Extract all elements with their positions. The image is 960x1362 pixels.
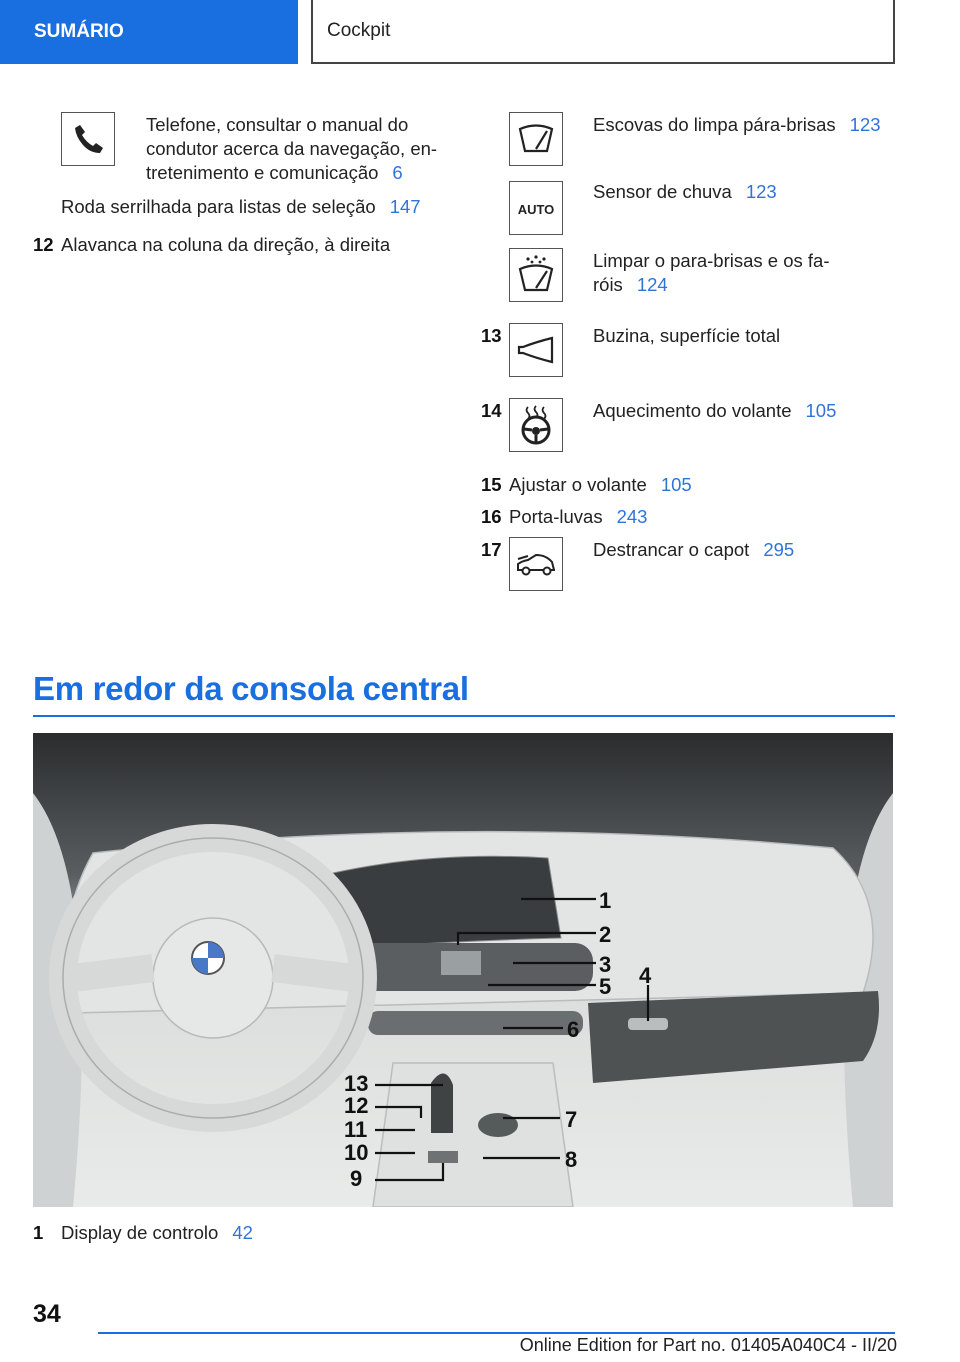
thumbwheel-page-link[interactable]: 147 — [389, 196, 421, 217]
auto-icon-label: AUTO — [517, 202, 555, 217]
item-12-number: 12 — [33, 234, 54, 255]
callout-12: 12 — [344, 1093, 369, 1118]
callout-13: 13 — [344, 1071, 369, 1096]
item-15-number: 15 — [481, 474, 502, 495]
thumbwheel-text — [61, 195, 421, 219]
item-13-number: 13 — [481, 325, 502, 346]
rain-sensor-text — [593, 180, 777, 204]
page-number: 34 — [33, 1300, 61, 1328]
legend-item-1-text — [61, 1221, 253, 1245]
item-14-label: Aquecimento do volante — [593, 400, 792, 421]
item-14-page-link[interactable]: 105 — [805, 400, 837, 421]
wash-page-link[interactable]: 124 — [636, 274, 668, 295]
item-17-text — [593, 538, 794, 562]
steering-heat-icon-box — [509, 398, 563, 452]
callout-3: 3 — [599, 952, 612, 977]
wiper-icon — [514, 117, 558, 161]
wash-label-line2: róis — [593, 274, 623, 295]
phone-text-line3-label: tretenimento e comunicação — [146, 162, 379, 183]
callout-9: 9 — [350, 1166, 363, 1191]
auto-icon-box — [509, 181, 563, 235]
section-title-rule — [33, 715, 895, 717]
washer-icon-box — [509, 248, 563, 302]
phone-icon — [66, 117, 110, 161]
phone-text-line1: Telefone, consultar o manual do — [146, 114, 409, 135]
phone-text-line3 — [146, 161, 403, 185]
item-12-text: Alavanca na coluna da direção, à direita — [61, 234, 391, 255]
callout-4: 4 — [639, 963, 652, 988]
tab-sumario[interactable]: SUMÁRIO — [0, 0, 298, 64]
wipers-text — [593, 113, 881, 137]
item-16-number: 16 — [481, 506, 502, 527]
item-15-label: Ajustar o volante — [509, 474, 647, 495]
phone-icon-box — [61, 112, 115, 166]
item-13-text: Buzina, superfície total — [593, 325, 781, 346]
section-title: Em redor da consola central — [33, 670, 469, 707]
item-17-page-link[interactable]: 295 — [763, 539, 795, 560]
callout-5: 5 — [599, 974, 612, 999]
rain-sensor-label: Sensor de chuva — [593, 181, 732, 202]
callout-8: 8 — [565, 1147, 578, 1172]
item-15-text — [509, 473, 692, 497]
item-17-label: Destrancar o capot — [593, 539, 750, 560]
item-14-text — [593, 399, 836, 423]
wipers-page-link[interactable]: 123 — [849, 114, 881, 135]
wash-text-line1: Limpar o para-brisas e os fa- — [593, 250, 830, 271]
legend-item-1-page-link[interactable]: 42 — [232, 1222, 253, 1243]
wipers-label: Escovas do limpa pára-brisas — [593, 114, 836, 135]
callout-6: 6 — [567, 1017, 580, 1042]
auto-icon — [514, 186, 558, 230]
car-hood-icon-box — [509, 537, 563, 591]
wash-text-line2 — [593, 273, 668, 297]
phone-text-line2: condutor acerca da navegação, en- — [146, 138, 438, 159]
callout-7: 7 — [565, 1107, 578, 1132]
center-console-photo — [33, 733, 893, 1207]
steering-heat-icon — [514, 403, 558, 447]
footer-rule — [98, 1332, 895, 1334]
washer-icon — [514, 253, 558, 297]
thumbwheel-label: Roda serrilhada para listas de seleção — [61, 196, 376, 217]
footer-edition: Online Edition for Part no. 01405A040C4 - II/20 — [519, 1335, 897, 1355]
legend-item-1-label: Display de controlo — [61, 1222, 219, 1243]
callout-11: 11 — [344, 1117, 368, 1142]
item-16-page-link[interactable]: 243 — [616, 506, 648, 527]
item-15-page-link[interactable]: 105 — [660, 474, 692, 495]
car-hood-icon — [514, 542, 558, 586]
item-14-number: 14 — [481, 400, 502, 421]
horn-icon-box — [509, 323, 563, 377]
item-16-label: Porta-luvas — [509, 506, 603, 527]
rain-sensor-page-link[interactable]: 123 — [745, 181, 777, 202]
callout-2: 2 — [599, 922, 612, 947]
phone-page-link[interactable]: 6 — [392, 162, 403, 183]
tab-section-cockpit[interactable]: Cockpit — [311, 0, 895, 64]
wiper-icon-box — [509, 112, 563, 166]
item-17-number: 17 — [481, 539, 502, 560]
callout-10: 10 — [344, 1140, 369, 1165]
horn-icon — [514, 328, 558, 372]
callout-1: 1 — [599, 888, 612, 913]
item-16-text — [509, 505, 647, 529]
legend-item-1-number: 1 — [33, 1222, 44, 1243]
